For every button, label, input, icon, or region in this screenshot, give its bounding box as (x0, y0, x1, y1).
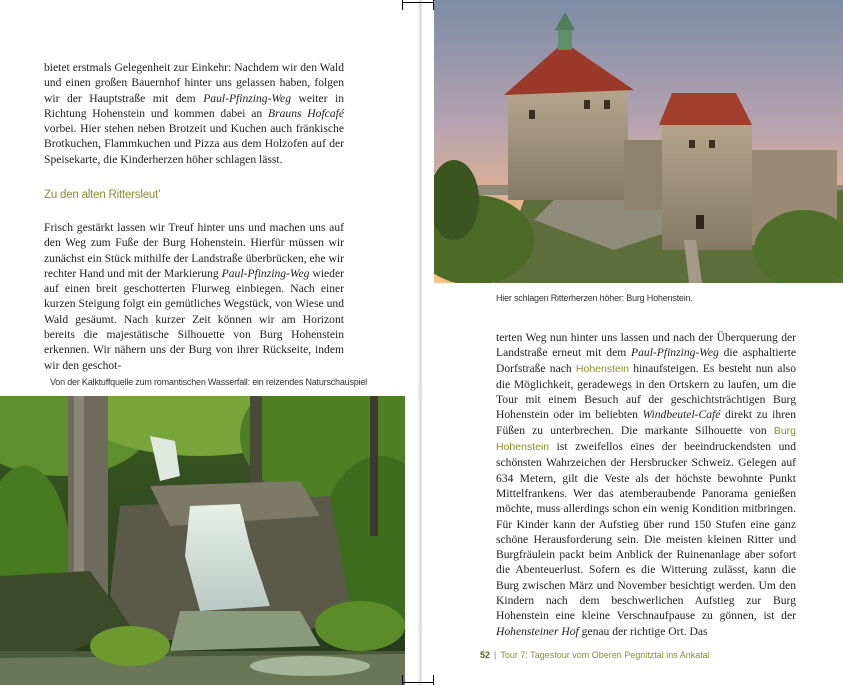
waterfall-photo (0, 396, 405, 685)
section-heading: Zu den alten Rittersleut' (44, 189, 161, 201)
crop-mark (433, 675, 434, 685)
paragraph-intro: bietet erstmals Gelegenheit zur Einkehr: Nachdem wir den Wald und einen großen Bauernhof hinter uns gelassen haben, folgen wir der Hauptstraße mit dem Paul-Pfinzing-Weg weiter in Richtung Hohenstein und kommen dabei an Brauns Hofcafé vorbei. Hier stehen neben Brotzeit und Kuchen auch fränkische Brotkuchen, Flammkuchen und Pizza aus dem Holzofen auf der Speisekarte, die Kinderherzen höher schlagen lässt. (44, 61, 344, 166)
place-highlight: Hohenstein (575, 362, 630, 375)
running-title: Tour 7: Tagestour vom Oberen Pegnitztal ins Ankatal (500, 650, 710, 660)
left-page (0, 0, 420, 685)
inn-name: Hohensteiner Hof (496, 624, 579, 638)
trail-name: Paul-Pfinzing-Weg (203, 91, 292, 105)
waterfall-caption: Von der Kalktuffquelle zum romantischen Wasserfall: ein reizendes Naturschauspiel (50, 377, 367, 387)
page-footer (480, 650, 710, 660)
footer-separator: | (494, 650, 497, 660)
crop-mark (433, 0, 434, 10)
castle-illustration (434, 0, 843, 283)
place-highlight: Burg Hohenstein (496, 424, 796, 454)
right-page (422, 0, 843, 685)
trail-name: Paul-Pfinzing-Weg (631, 346, 719, 360)
paragraph-rittersleut: Frisch gestärkt lassen wir Treuf hinter uns und machen uns auf den Weg zum Fuße der Burg Hohenstein. Hierfür müssen wir zunächst ein Stück mithilfe der Landstraße überbrücken, ehe wir rechter Hand und mit der Markierung Paul-Pfinzing-Weg wieder auf einen breit geschotterten Flurweg einbiegen. Nach einer kurzen Steigung folgt ein gemütliches Wegstück, von Wiese und Wald gesäumt. Nach kurzer Zeit können wir am Horizont bereits die majestätische Silhouette von Burg Hohenstein erkennen. Wir nähern uns der Burg von ihrer Rückseite, indem wir den geschot- (44, 221, 344, 372)
crop-mark (402, 682, 434, 683)
castle-caption: Hier schlagen Ritterherzen höher: Burg Hohenstein. (496, 293, 693, 303)
paragraph-hohenstein: terten Weg nun hinter uns lassen und nach der Überquerung der Landstraße erneut mit dem Paul-Pfinzing-Weg die asphaltierte Dorfstraße nach Hohenstein hinaufsteigen. Es besteht nun also die Möglichkeit, geradewegs in den Ortskern zu laufen, um die Tour mit einem Besuch auf der geschichtsträchtigen Burg Hohenstein oder im beliebten Windbeutel-Café direkt zu ihren Füßen zu unterbrechen. Die markante Silhouette von Burg Hohenstein ist zweifellos eines der beeindruckendsten und schönsten Wahrzeichen der Hersbrucker Schweiz. Gelegen auf 634 Metern, gilt die Veste als der höchste bewohnte Punkt Mittelfrankens. Wer das atemberaubende Panorama genießen möchte, muss allerdings schon ein wenig Kondition mitbringen. Für Kinder kann der Aufstieg über rund 150 Stufen eine ganz schöne Herausforderung sein. Die meisten kleinen Ritter und Burgfräulein packt beim Anblick der Ruinenanlage aber sofort die Abenteuerlust. Sofern es die Witterung zulässt, kann die Burg zwischen März und November besichtigt werden. Um den Kindern nach dem beschwerlichen Aufstieg zur Burg Hohenstein eine kleine Verschnaufpause zu gönnen, ist der Hohensteiner Hof genau der richtige Ort. Das (496, 331, 796, 638)
crop-mark (402, 0, 403, 10)
crop-mark (402, 2, 434, 3)
cafe-name: Windbeutel-Café (642, 408, 721, 422)
cafe-name: Brauns Hofcafé (268, 106, 344, 120)
page-number: 52 (480, 650, 491, 660)
crop-mark (402, 675, 403, 685)
waterfall-illustration (0, 396, 405, 685)
trail-name: Paul-Pfinzing-Weg (221, 266, 310, 280)
castle-photo (434, 0, 843, 283)
